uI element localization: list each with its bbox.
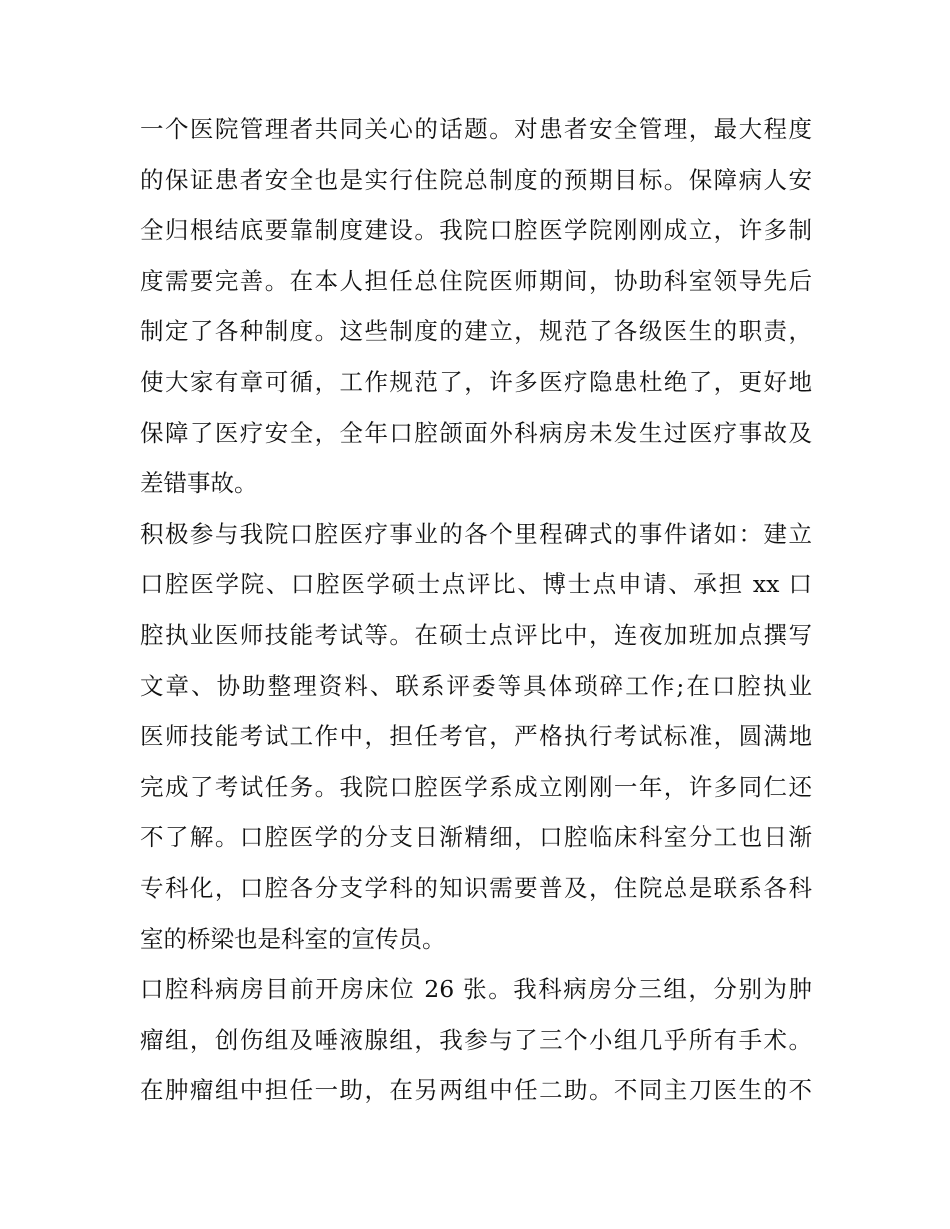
text-line: 不了解。口腔医学的分支日渐精细，口腔临床科室分工也日渐 — [140, 823, 812, 852]
text-line: 保障了医疗安全，全年口腔颌面外科病房未发生过医疗事故及 — [140, 418, 812, 447]
text-line: 口腔科病房目前开房床位 26 张。我科病房分三组，分别为肿 — [140, 975, 812, 1004]
text-line: 医师技能考试工作中，担任考官，严格执行考试标准，圆满地 — [140, 722, 812, 751]
text-line: 文章、协助整理资料、联系评委等具体琐碎工作;在口腔执业 — [140, 671, 812, 700]
text-line: 制定了各种制度。这些制度的建立，规范了各级医生的职责， — [140, 317, 812, 346]
text-line: 在肿瘤组中担任一助，在另两组中任二助。不同主刀医生的不 — [140, 1076, 812, 1105]
text-line: 度需要完善。在本人担任总住院医师期间，协助科室领导先后 — [140, 266, 812, 295]
text-line: 口腔医学院、口腔医学硕士点评比、博士点申请、承担 xx 口 — [140, 570, 812, 599]
paragraph-safety-management — [140, 104, 812, 509]
document-body — [140, 104, 812, 1116]
paragraph-ward — [140, 964, 812, 1116]
text-line: 室的桥梁也是科室的宣传员。 — [140, 924, 446, 953]
text-line: 瘤组，创伤组及唾液腺组，我参与了三个小组几乎所有手术。 — [140, 1025, 812, 1054]
text-line: 使大家有章可循，工作规范了，许多医疗隐患杜绝了，更好地 — [140, 367, 812, 396]
paragraph-milestones — [140, 509, 812, 964]
text-line: 专科化，口腔各分支学科的知识需要普及，住院总是联系各科 — [140, 873, 812, 902]
text-line: 全归根结底要靠制度建设。我院口腔医学院刚刚成立，许多制 — [140, 216, 812, 245]
text-line: 腔执业医师技能考试等。在硕士点评比中，连夜加班加点撰写 — [140, 620, 812, 649]
text-line: 一个医院管理者共同关心的话题。对患者安全管理，最大程度 — [140, 115, 812, 143]
text-line: 完成了考试任务。我院口腔医学系成立刚刚一年，许多同仁还 — [140, 772, 812, 801]
text-line: 差错事故。 — [140, 469, 258, 498]
text-line: 的保证患者安全也是实行住院总制度的预期目标。保障病人安 — [140, 165, 812, 194]
text-line: 积极参与我院口腔医疗事业的各个里程碑式的事件诸如：建立 — [140, 519, 812, 548]
